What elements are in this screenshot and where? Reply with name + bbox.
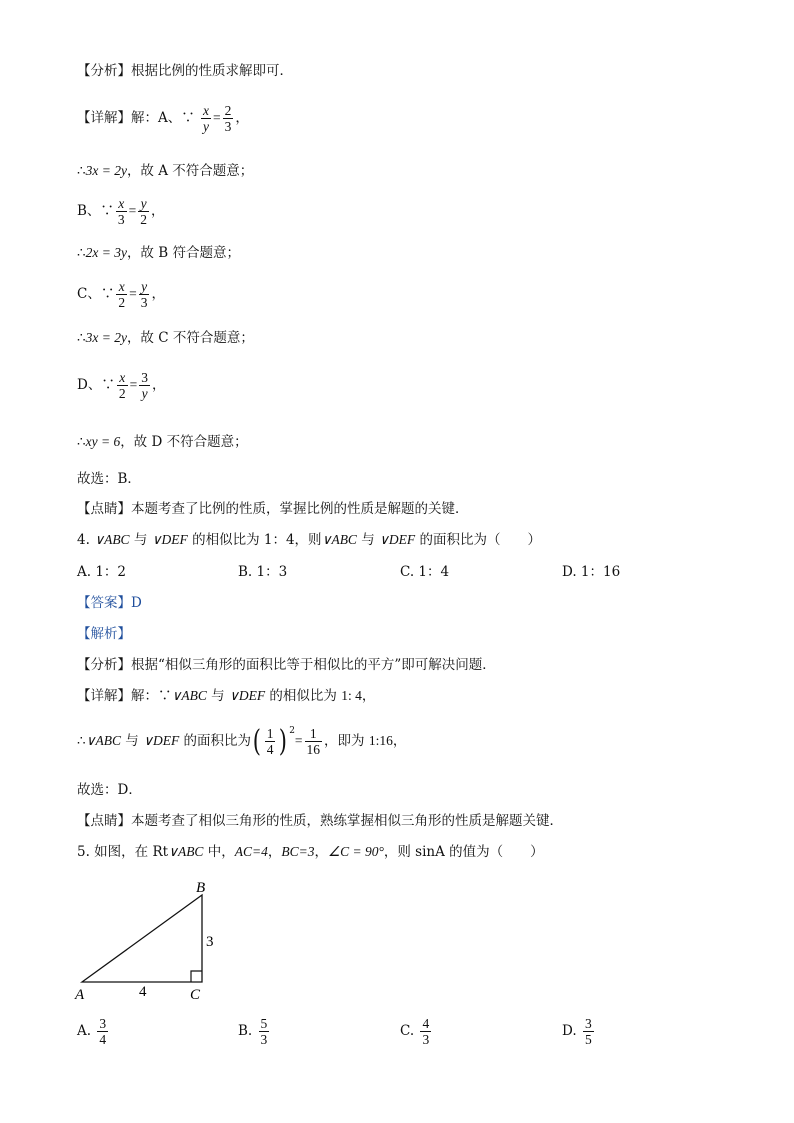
fraction: $\frac{5}{3}$: [260, 1016, 268, 1047]
q4-answer: 【答案】D: [77, 595, 142, 611]
q4-stem: 4. ∨ABC 与 ∨DEF 的相似比为 1：4，则∨ABC 与 ∨DEF 的面积比为（ ）: [77, 532, 541, 548]
q4-analysis: 【分析】根据“相似三角形的面积比等于相似比的平方”即可解决问题．: [77, 657, 496, 673]
q3-a-conclusion: ∴3x = 2y，故 A 不符合题意；: [77, 163, 254, 179]
fraction: $\frac{3}{4}$: [99, 1016, 107, 1047]
q3-comment: 【点睛】本题考查了比例的性质，掌握比例的性质是解题的关键．: [77, 501, 469, 517]
fraction: $\frac{x}{3}$: [117, 196, 125, 227]
right-angle-marker: [191, 971, 202, 982]
q5-option-a: A. $\frac{3}{4}$: [77, 1016, 107, 1047]
q4-option-b: B. 1：3: [238, 564, 288, 580]
fraction: $\frac{1}{16}$: [306, 726, 321, 757]
q3-detail-label: 【详解】解：A、∵: [77, 110, 195, 126]
q4-explain-heading: 【解析】: [77, 626, 131, 642]
fraction: $\frac{4}{3}$: [422, 1016, 430, 1047]
q4-detail: 【详解】解：∵∨ABC 与 ∨DEF 的相似比为 1: 4，: [77, 688, 376, 704]
q4-comment: 【点睛】本题考查了相似三角形的性质，熟练掌握相似三角形的性质是解题关键．: [77, 813, 563, 829]
right-triangle-figure: [70, 875, 230, 1005]
fraction: $\frac{2}{3}$: [224, 103, 232, 134]
fraction: $\frac{3}{5}$: [584, 1016, 592, 1047]
fraction: $\frac{y}{3}$: [140, 279, 148, 310]
q4-choose: 故选：D．: [77, 782, 142, 798]
fraction: $\frac{x}{2}$: [118, 279, 126, 310]
fraction: $\frac{x}{y}$: [203, 103, 210, 134]
q5-option-d: D. $\frac{3}{5}$: [562, 1016, 592, 1047]
q4-area-ratio: ∴∨ABC 与 ∨DEF 的面积比为( $\frac{1}{4}$ ) $^2$= $\frac{1}{16}$ ，即为 1:16，: [77, 723, 407, 759]
q3-b-conclusion: ∴2x = 3y，故 B 符合题意；: [77, 245, 240, 261]
q3-d-conclusion: ∴xy = 6，故 D 不符合题意；: [77, 434, 248, 450]
q3-c-conclusion: ∴3x = 2y，故 C 不符合题意；: [77, 330, 254, 346]
vertex-label-b: B: [196, 880, 206, 896]
q3-d-line: D、∵ $\frac{x}{2}$ = $\frac{3}{y}$ ，: [77, 370, 166, 401]
fraction: $\frac{3}{y}$: [141, 370, 148, 401]
q3-analysis: 【分析】根据比例的性质求解即可．: [77, 63, 293, 79]
vertex-label-c: C: [190, 987, 201, 1003]
side-label-ac: 4: [139, 984, 147, 1000]
q4-option-d: D. 1：16: [562, 564, 621, 580]
fraction: $\frac{1}{4}$: [266, 726, 274, 757]
q5-option-b: B. $\frac{5}{3}$: [238, 1016, 268, 1047]
fraction: $\frac{y}{2}$: [140, 196, 148, 227]
triangle-abc: [82, 895, 202, 982]
q5-stem: 5. 如图，在 Rt∨ABC 中，AC=4，BC=3，∠C = 90°，则 sinA 的值为（ ）: [77, 844, 544, 860]
q4-option-c: C. 1：4: [400, 564, 450, 580]
vertex-label-a: A: [75, 987, 85, 1003]
q3-b-line: B、∵ $\frac{x}{3}$ = $\frac{y}{2}$ ，: [77, 196, 165, 227]
q5-option-c: C. $\frac{4}{3}$: [400, 1016, 430, 1047]
q3-detail-a: 【详解】解：A、∵ $\frac{x}{y}$ = $\frac{2}{3}$ ，: [77, 103, 249, 134]
q3-choose: 故选：B．: [77, 471, 141, 487]
side-label-bc: 3: [206, 934, 214, 950]
fraction: $\frac{x}{2}$: [118, 370, 126, 401]
q3-c-line: C、∵ $\frac{x}{2}$ = $\frac{y}{3}$ ，: [77, 279, 165, 310]
q4-option-a: A. 1：2: [77, 564, 127, 580]
